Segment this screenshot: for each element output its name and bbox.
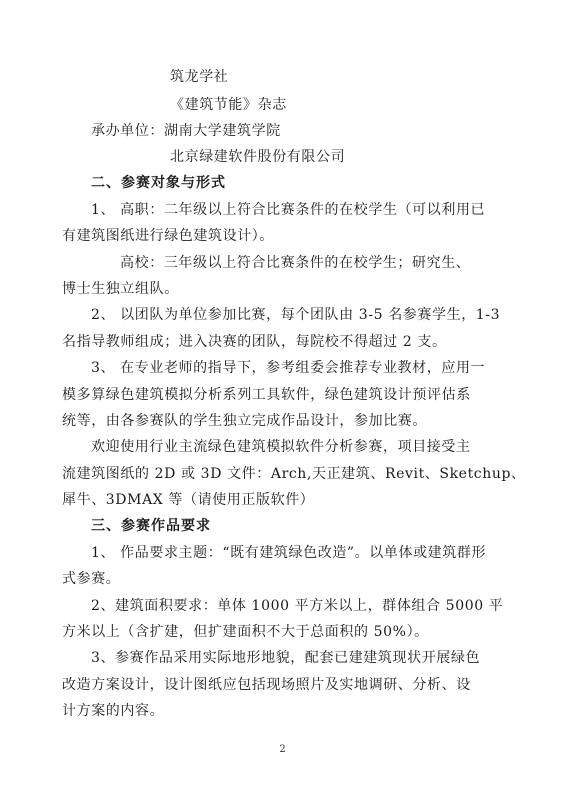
section-2-line: 有建筑图纸进行绿色建筑设计）。 (62, 228, 274, 244)
organizer-zhulong: 筑龙学社 (170, 69, 229, 85)
page-number: 2 (279, 744, 286, 755)
section-2-line: 2、 以团队为单位参加比赛，每个团队由 3-5 名参赛学生，1-3 (91, 307, 501, 323)
host-label-line: 承办单位：湖南大学建筑学院 (91, 123, 281, 139)
section-3-line: 改造方案设计，设计图纸应包括现场照片及实地调研、分析、设 (62, 677, 471, 693)
section-2-heading: 二、参赛对象与形式 (91, 175, 226, 191)
section-2-line: 犀牛、3DMAX 等（请使用正版软件） (62, 492, 315, 508)
section-2-line: 博士生独立组队。 (62, 281, 179, 297)
organizer-journal: 《建筑节能》杂志 (170, 97, 287, 113)
section-2-line: 1、 高职：二年级以上符合比赛条件的在校学生（可以利用已 (91, 202, 486, 218)
section-3-line: 式参赛。 (62, 571, 121, 587)
host-second: 北京绿建软件股份有限公司 (170, 149, 346, 165)
section-2-line: 欢迎使用行业主流绿色建筑模拟软件分析参赛，项目接受主 (91, 439, 471, 455)
section-3-line: 方米以上（含扩建，但扩建面积不大于总面积的 50%）。 (62, 624, 429, 640)
section-2-line: 名指导教师组成；进入决赛的团队，每院校不得超过 2 支。 (62, 334, 447, 350)
section-3-line: 计方案的内容。 (62, 703, 165, 719)
section-2-line: 统等，由各参赛队的学生独立完成作品设计，参加比赛。 (62, 413, 427, 429)
section-2-line: 高校：三年级以上符合比赛条件的在校学生；研究生、 (120, 255, 471, 271)
section-3-line: 3、参赛作品采用实际地形地貌，配套已建建筑现状开展绿色 (91, 650, 481, 666)
section-3-heading: 三、参赛作品要求 (91, 518, 211, 534)
section-2-line: 流建筑图纸的 2D 或 3D 文件：Arch,天正建筑、Revit、Sketchup、 (62, 466, 526, 482)
section-2-line: 3、 在专业老师的指导下，参考组委会推荐专业教材，应用一 (91, 360, 486, 376)
section-3-line: 2、建筑面积要求：单体 1000 平方米以上，群体组合 5000 平 (91, 598, 504, 614)
section-2-line: 模多算绿色建筑模拟分析系列工具软件，绿色建筑设计预评估系 (62, 387, 471, 403)
section-3-line: 1、 作品要求主题：“既有建筑绿色改造”。以单体或建筑群形 (91, 545, 487, 561)
